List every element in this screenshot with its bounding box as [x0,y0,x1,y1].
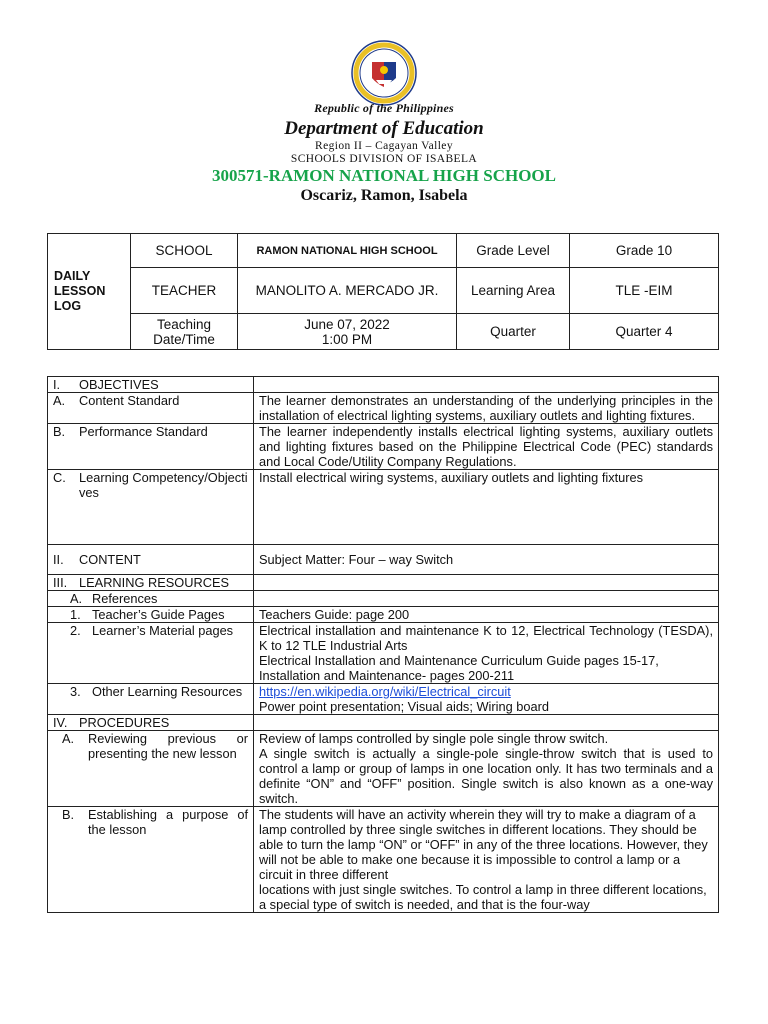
table-row [48,807,719,913]
address-heading: Oscariz, Ramon, Isabela [300,187,468,204]
teaching-datetime-label: Teaching Date/Time [131,314,238,350]
item-number: 3. [70,684,81,699]
school-value: RAMON NATIONAL HIGH SCHOOL [238,234,457,268]
table-row [48,623,719,684]
table-row [48,591,719,607]
learning-resources-label: LEARNING RESOURCES [79,575,230,590]
table-row [48,545,719,575]
learner-material-label: Learner’s Material pages [92,623,234,638]
competency-label: Learning Competency/Objectives [79,470,248,500]
table-row [48,684,719,715]
learning-area-label: Learning Area [457,268,570,314]
other-resources-text: Power point presentation; Visual aids; Wiring board [259,699,549,714]
lesson-plan-table [47,376,719,913]
establishing-text-2: locations with just single switches. To control a lamp in three different locations, a special type of switch is needed, and that is the four-way [259,882,707,912]
item-letter: B. [53,424,66,439]
section-label: OBJECTIVES [79,377,159,392]
teacher-guide-text: Teachers Guide: page 200 [254,607,719,623]
table-row [48,715,719,731]
item-letter: A. [62,731,75,746]
learner-material-text-1: Electrical installation and maintenance K to 12, Electrical Technology (TESDA), K to 12 TLE Industrial Arts [259,623,713,653]
reviewing-text-2: A single switch is actually a single-pole single-throw switch that is used to control a lamp or group of lamps in one location only. It has two terminals and a definite “ON” and “OFF” position. Single switch is also known as a one-way switch. [259,746,713,806]
item-number: 1. [70,607,81,622]
item-letter: B. [62,807,75,822]
table-row [48,575,719,591]
lesson-info-table [47,233,719,350]
learner-material-text-2: Electrical Installation and Maintenance Curriculum Guide pages 15-17, Installation and Maintenance- pages 200-211 [259,653,659,683]
wikipedia-link[interactable]: https://en.wikipedia.org/wiki/Electrical_circuit [259,684,511,699]
daily-lesson-log-title: DAILY LESSON LOG [48,234,131,350]
section-number: II. [53,552,64,567]
teacher-guide-label: Teacher’s Guide Pages [92,607,225,622]
content-label: CONTENT [79,552,141,567]
performance-standard-text: The learner independently installs electrical lighting systems, auxiliary outlets and lighting fixtures based on the Philippine Electrical Code (PEC) standards and Local Code/Utility Company Regulations. [254,424,719,470]
establishing-label: Establishing a purpose of the lesson [88,807,248,837]
content-standard-label: Content Standard [79,393,180,408]
republic-heading: Republic of the Philippines [314,101,454,115]
school-heading: 300571-RAMON NATIONAL HIGH SCHOOL [212,166,556,185]
department-heading: Department of Education [284,118,484,139]
section-number: I. [53,377,61,392]
table-row [48,424,719,470]
item-number: 2. [70,623,81,638]
other-resources-label: Other Learning Resources [92,684,243,699]
teaching-date: June 07, 2022 [304,316,390,332]
section-number: III. [53,575,68,590]
teaching-time: 1:00 PM [321,331,373,347]
content-text: Subject Matter: Four – way Switch [254,545,719,575]
table-row [48,470,719,545]
performance-standard-label: Performance Standard [79,424,208,439]
section-number: IV. [53,715,68,730]
teacher-label: TEACHER [131,268,238,314]
deped-seal-icon [351,40,417,106]
establishing-text-1: The students will have an activity wherein they will try to make a diagram of a lamp controlled by three single switches in different locations. They should be able to turn the lamp “ON” or “OFF” in any of the three locations. However, they will not be able to make one because it is impossible to control a lamp or a circuit in three different [259,807,708,882]
references-label: References [92,591,158,606]
grade-level-label: Grade Level [457,234,570,268]
school-label: SCHOOL [131,234,238,268]
grade-level-value: Grade 10 [570,234,719,268]
table-row [48,607,719,623]
learning-area-value: TLE -EIM [570,268,719,314]
item-letter: A. [53,393,66,408]
teacher-value: MANOLITO A. MERCADO JR. [238,268,457,314]
procedures-label: PROCEDURES [79,715,170,730]
division-heading: SCHOOLS DIVISION OF ISABELA [290,153,478,165]
item-letter: A. [70,591,83,606]
table-row [48,731,719,807]
teaching-datetime-value [238,314,457,350]
item-letter: C. [53,470,66,485]
table-row [48,393,719,424]
reviewing-text-1: Review of lamps controlled by single pole single throw switch. [259,731,609,746]
competency-text: Install electrical wiring systems, auxiliary outlets and lighting fixtures [254,470,719,545]
region-heading: Region II – Cagayan Valley [315,140,453,152]
quarter-value: Quarter 4 [570,314,719,350]
content-standard-text: The learner demonstrates an understanding of the underlying principles in the installation of electrical lighting systems, auxiliary outlets and lighting fixtures. [254,393,719,424]
reviewing-label: Reviewing previous or presenting the new lesson [88,731,248,761]
table-row [48,377,719,393]
quarter-label: Quarter [457,314,570,350]
